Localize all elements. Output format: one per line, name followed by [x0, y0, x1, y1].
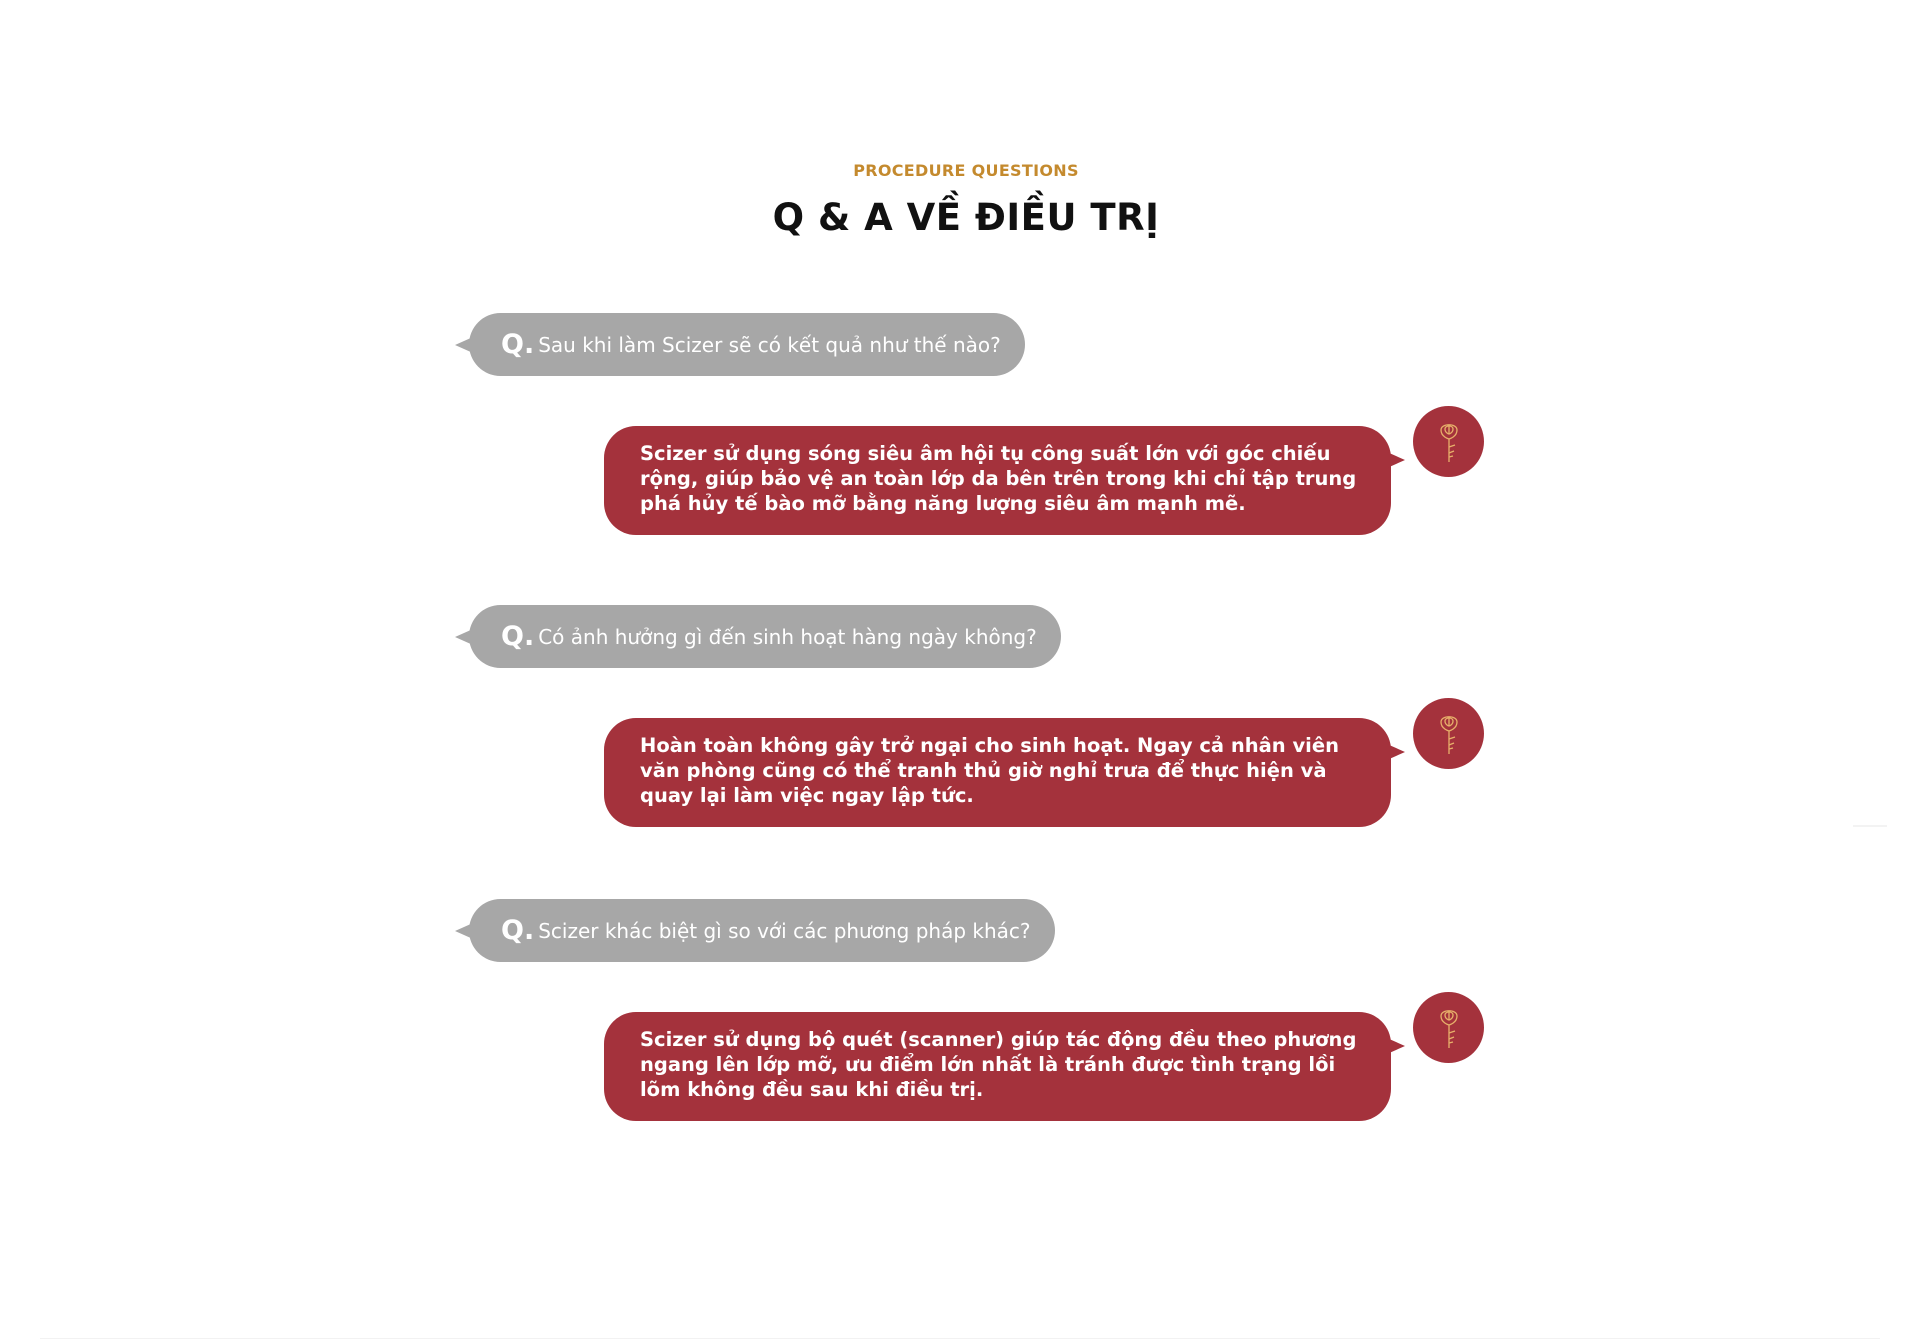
answer-text-3: Scizer sử dụng bộ quét (scanner) giúp tác động đều theo phương ngang lên lớp mỡ, ưu điểm lớn nhất là tránh được tình trạng lồi lõm không đều sau khi điều trị.: [640, 1028, 1357, 1101]
rose-logo-icon: [1413, 992, 1484, 1063]
answer-text-1: Scizer sử dụng sóng siêu âm hội tụ công suất lớn với góc chiếu rộng, giúp bảo vệ an toàn lớp da bên trên trong khi chỉ tập trung phá hủy tế bào mỡ bằng năng lượng siêu âm mạnh mẽ.: [640, 442, 1357, 515]
question-bubble-3[interactable]: [469, 899, 1055, 962]
rose-logo-icon: [1413, 698, 1484, 769]
question-text-2: Có ảnh hưởng gì đến sinh hoạt hàng ngày không?: [538, 624, 1037, 649]
question-text-3: Scizer khác biệt gì so với các phương pháp khác?: [538, 918, 1031, 943]
section-eyebrow: PROCEDURE QUESTIONS: [853, 161, 1079, 180]
side-divider: [1853, 825, 1887, 827]
question-icon: Q.: [501, 915, 535, 946]
answer-bubble-3: [604, 1012, 1391, 1121]
answer-text-2: Hoàn toàn không gây trở ngại cho sinh hoạt. Ngay cả nhân viên văn phòng cũng có thể tranh thủ giờ nghỉ trưa để thực hiện và quay lại làm việc ngay lập tức.: [640, 734, 1339, 807]
answer-bubble-1: [604, 426, 1391, 535]
question-icon: Q.: [501, 329, 535, 360]
question-text-1: Sau khi làm Scizer sẽ có kết quả như thế nào?: [538, 332, 1001, 357]
rose-logo-icon: [1413, 406, 1484, 477]
answer-bubble-2: [604, 718, 1391, 827]
question-icon: Q.: [501, 621, 535, 652]
question-bubble-2[interactable]: [469, 605, 1061, 668]
section-title: Q & A VỀ ĐIỀU TRỊ: [772, 196, 1160, 239]
question-bubble-1[interactable]: [469, 313, 1025, 376]
